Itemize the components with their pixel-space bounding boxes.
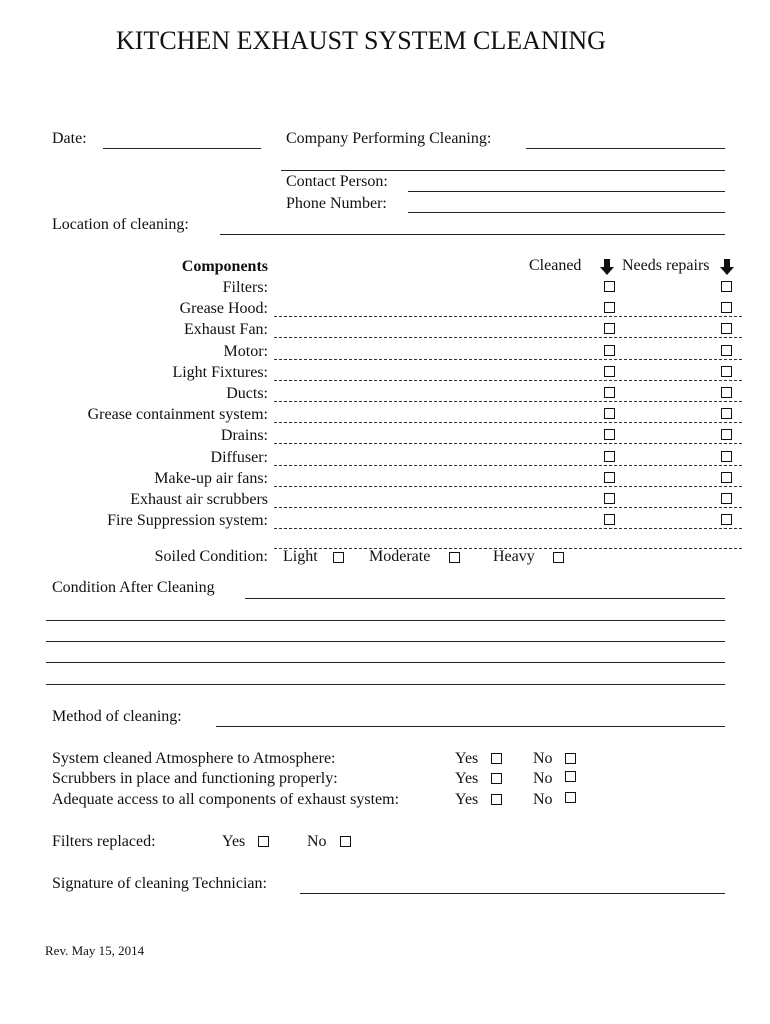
component-notes-line[interactable] [274,359,742,360]
condition-after-line[interactable] [46,620,725,621]
yes-label: Yes [455,750,479,767]
question-no-checkbox[interactable] [565,753,576,764]
soiled-heavy-label: Heavy [493,548,535,565]
component-notes-line[interactable] [274,443,742,444]
location-label: Location of cleaning: [52,216,189,233]
needs-repairs-checkbox[interactable] [721,408,732,419]
cleaned-checkbox[interactable] [604,281,615,292]
needs-repairs-checkbox[interactable] [721,366,732,377]
component-label: Grease containment system: [87,406,268,423]
component-notes-line[interactable] [274,507,742,508]
phone-field[interactable] [408,212,725,213]
condition-after-line[interactable] [46,684,725,685]
soiled-light-label: Light [283,548,318,565]
question-no-checkbox[interactable] [565,792,576,803]
component-label: Light Fixtures: [172,364,268,381]
question-label: Adequate access to all components of exhaust system: [52,791,400,808]
needs-repairs-checkbox[interactable] [721,429,732,440]
filters-yes-checkbox[interactable] [258,836,269,847]
no-label: No [533,791,553,808]
method-label: Method of cleaning: [52,708,182,725]
component-label: Exhaust air scrubbers [130,491,268,508]
yes-label: Yes [222,833,246,850]
contact-field[interactable] [408,191,725,192]
cleaned-checkbox[interactable] [604,387,615,398]
component-label: Make-up air fans: [154,470,268,487]
company-field-line2[interactable] [281,170,725,171]
component-label: Filters: [222,279,268,296]
needs-repairs-checkbox[interactable] [721,302,732,313]
component-label: Drains: [220,427,268,444]
down-arrow-icon [600,259,614,275]
yes-label: Yes [455,791,479,808]
component-notes-line[interactable] [274,486,742,487]
revision-note: Rev. May 15, 2014 [45,943,145,958]
cleaned-checkbox[interactable] [604,429,615,440]
cleaned-column-label: Cleaned [529,257,582,274]
question-yes-checkbox[interactable] [491,794,502,805]
page-title: KITCHEN EXHAUST SYSTEM CLEANING [116,26,606,55]
condition-after-line[interactable] [46,641,725,642]
component-label: Exhaust Fan: [184,321,268,338]
cleaned-checkbox[interactable] [604,408,615,419]
components-heading: Components [181,258,268,275]
soiled-light-checkbox[interactable] [333,552,344,563]
filters-replaced-label: Filters replaced: [52,833,156,850]
method-field[interactable] [216,726,725,727]
date-field[interactable] [103,148,261,149]
component-notes-line[interactable] [274,422,742,423]
question-label: System cleaned Atmosphere to Atmosphere: [52,750,336,767]
condition-after-label: Condition After Cleaning [52,579,215,596]
contact-label: Contact Person: [286,173,388,190]
cleaned-checkbox[interactable] [604,323,615,334]
component-label: Diffuser: [210,449,268,466]
signature-field[interactable] [300,893,725,894]
component-label: Grease Hood: [179,300,268,317]
date-label: Date: [52,130,87,147]
company-field[interactable] [526,148,725,149]
needs-repairs-checkbox[interactable] [721,472,732,483]
component-notes-line[interactable] [274,380,742,381]
cleaned-checkbox[interactable] [604,493,615,504]
needs-repairs-checkbox[interactable] [721,493,732,504]
component-notes-line[interactable] [274,316,742,317]
question-yes-checkbox[interactable] [491,753,502,764]
location-field[interactable] [220,234,725,235]
soiled-moderate-checkbox[interactable] [449,552,460,563]
cleaned-checkbox[interactable] [604,345,615,356]
company-label: Company Performing Cleaning: [286,130,492,147]
no-label: No [533,750,553,767]
soiled-moderate-label: Moderate [369,548,431,565]
component-notes-line[interactable] [274,401,742,402]
needs-repairs-checkbox[interactable] [721,345,732,356]
soiled-condition-label: Soiled Condition: [154,548,268,565]
cleaned-checkbox[interactable] [604,366,615,377]
component-label: Fire Suppression system: [107,512,268,529]
phone-label: Phone Number: [286,195,387,212]
component-notes-line[interactable] [274,465,742,466]
no-label: No [307,833,327,850]
no-label: No [533,770,553,787]
component-notes-line[interactable] [274,337,742,338]
needs-repairs-checkbox[interactable] [721,451,732,462]
condition-after-line[interactable] [46,662,725,663]
cleaned-checkbox[interactable] [604,302,615,313]
needs-repairs-column-label: Needs repairs [622,257,710,274]
component-label: Motor: [223,343,268,360]
cleaned-checkbox[interactable] [604,451,615,462]
cleaned-checkbox[interactable] [604,514,615,525]
component-label: Ducts: [226,385,268,402]
soiled-heavy-checkbox[interactable] [553,552,564,563]
needs-repairs-checkbox[interactable] [721,323,732,334]
question-yes-checkbox[interactable] [491,773,502,784]
component-notes-line[interactable] [274,528,742,529]
question-label: Scrubbers in place and functioning properly: [52,770,338,787]
signature-label: Signature of cleaning Technician: [52,875,267,892]
filters-no-checkbox[interactable] [340,836,351,847]
needs-repairs-checkbox[interactable] [721,387,732,398]
cleaned-checkbox[interactable] [604,472,615,483]
yes-label: Yes [455,770,479,787]
needs-repairs-checkbox[interactable] [721,281,732,292]
needs-repairs-checkbox[interactable] [721,514,732,525]
down-arrow-icon [720,259,734,275]
condition-after-field[interactable] [245,598,725,599]
question-no-checkbox[interactable] [565,771,576,782]
